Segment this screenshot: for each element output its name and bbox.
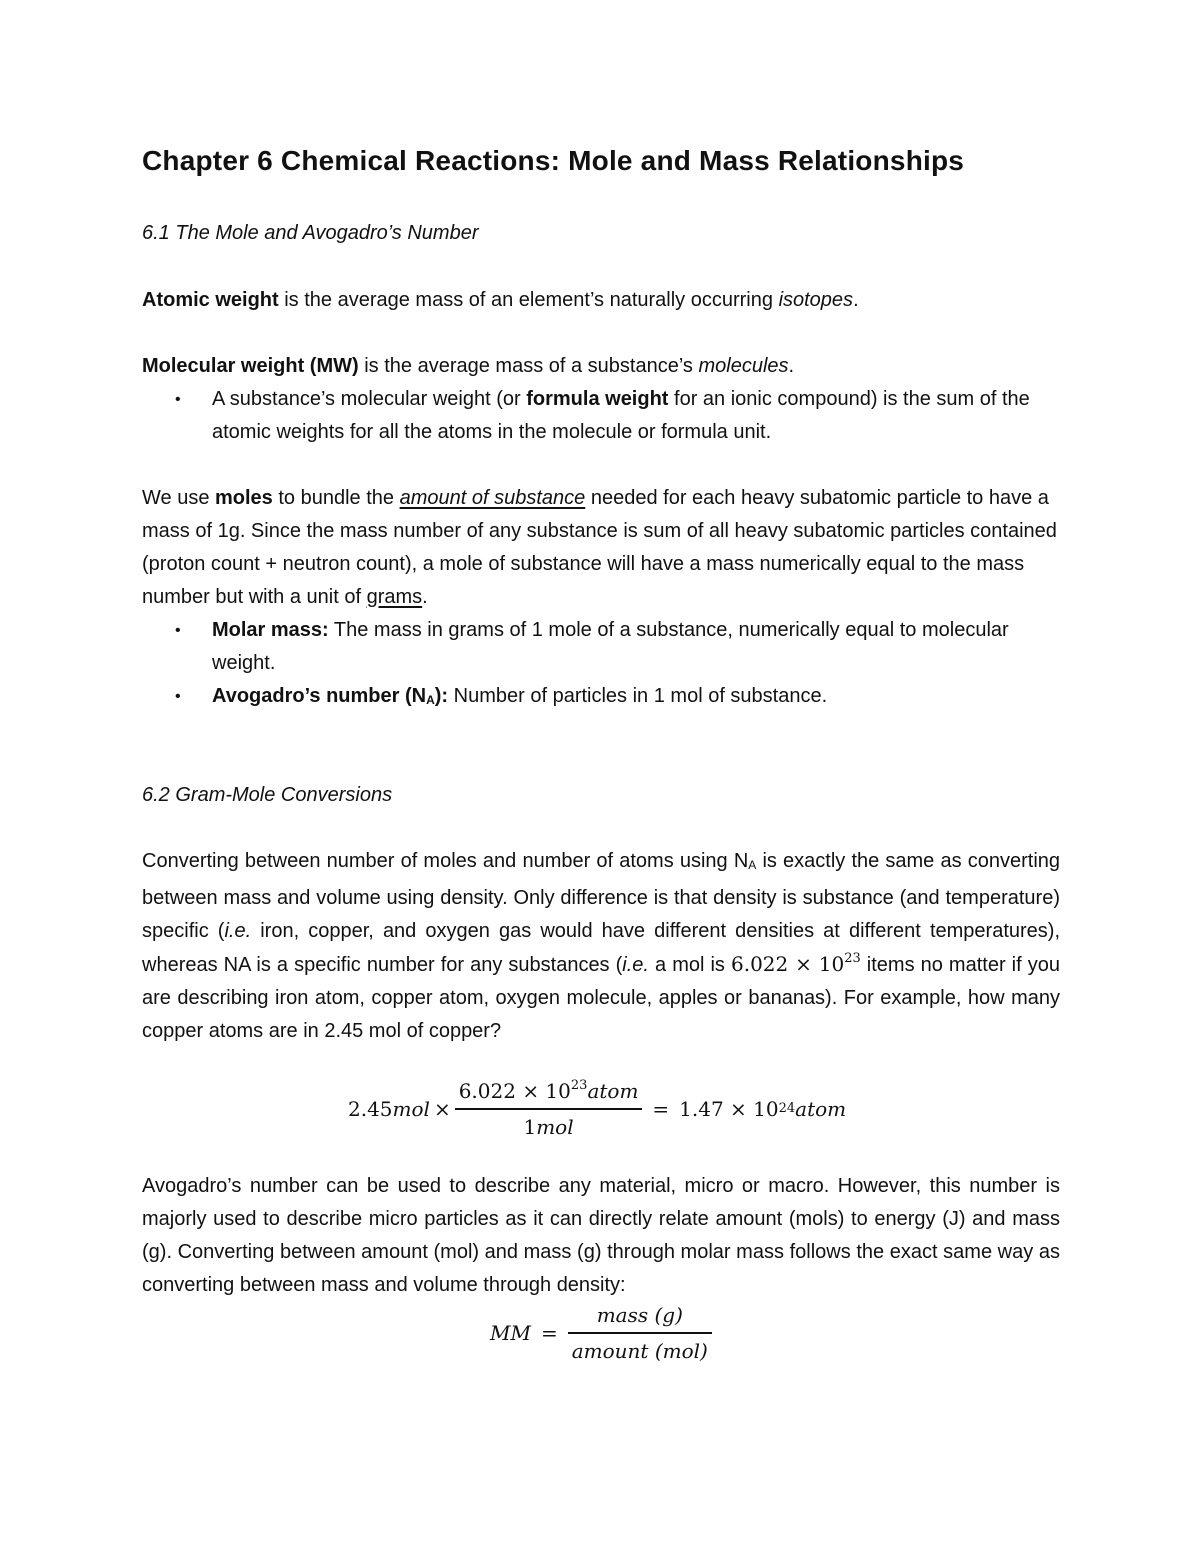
conversion-fraction: $\frac{6.022 \times 10^{23}atom}{\text{1mol}}$ [455, 1078, 643, 1140]
section-heading-6-1: 6.1 The Mole and Avogadro’s Number [142, 222, 479, 244]
moles-block [142, 482, 1060, 717]
isotopes-term: isotopes [778, 289, 854, 311]
moles-paragraph: We use moles to bundle the amount of substance needed for each heavy subatomic particle to have a mass of 1g. Since the mass number of any substance is sum of all heavy subatomic particles contained (proton count + neutron count), a mole of substance will have a mass numerically equal to the mass number but with a unit of grams. [142, 487, 1057, 608]
molar-mass-term: Molar mass: [212, 619, 329, 641]
copper-atoms-equation: 2.45 mol × $\frac{6.022 \times 10^{23}atom}{\text{1mol}}$ = 1.47 × 10 24 atom [348, 1078, 847, 1139]
molar-mass-equation: MM = $\frac{\text{mass (g)}}{\text{amount (mol)}}$ [490, 1302, 712, 1364]
avogadro-number-term: Avogadro’s number $(N_A)$: [212, 685, 449, 707]
section-heading-6-2: 6.2 Gram-Mole Conversions [142, 784, 393, 806]
bullet-icon: • [175, 688, 181, 705]
list-item: • Avogadro’s number $(N_A)$: Number of particles in 1 mol of substance. [142, 680, 1060, 717]
conversion-paragraph: Converting between number of moles and number of atoms using $N_A$ is exactly the same as converting between mass and volume using density. Only difference is that density is substance (and temperature) specific (i.e. iron, copper, and oxygen gas would have different densities at different temperatures), whereas NA is a specific number for any substances (i.e. a mol is $6.022 \times 10^{23}$ items no matter if you are describing iron atom, copper atom, oxygen molecule, apples or bananas). For example, how many copper atoms are in 2.45 mol of copper? [142, 850, 1061, 1042]
bullet-icon: • [175, 391, 181, 408]
molecular-weight-bullets [142, 383, 1060, 449]
mole-bullets [142, 614, 1060, 717]
molecules-term: molecules [698, 355, 789, 377]
moles-term: moles [215, 487, 273, 509]
molar-mass-fraction: $\frac{\text{mass (g)}}{\text{amount (mol)}}$ [568, 1302, 712, 1364]
bullet-icon: • [175, 622, 181, 639]
avogadro-value: $6.022 \times 10^{23}$ [731, 951, 861, 976]
formula-weight-term: formula weight [526, 388, 669, 410]
atomic-weight-definition: Atomic weight is the average mass of an element’s naturally occurring isotopes. [142, 289, 859, 311]
amount-of-substance-term: amount of substance [399, 487, 586, 509]
atomic-weight-term: Atomic weight [142, 289, 279, 311]
avogadro-usage-paragraph: Avogadro’s number can be used to describe any material, micro or macro. However, this number is majorly used to describe micro particles as it can directly relate amount (mols) to energy (J) and mass (g). Converting between amount (mol) and mass (g) through molar mass follows the exact same way as converting between mass and volume through density: [142, 1175, 1060, 1296]
molecular-weight-term: Molecular weight (MW) [142, 355, 359, 377]
list-item: • A substance’s molecular weight (or formula weight for an ionic compound) is the sum of the atomic weights for all the atoms in the molecule or formula unit. [142, 383, 1060, 449]
list-item: • Molar mass: The mass in grams of 1 mole of a substance, numerically equal to molecular weight. [142, 614, 1060, 680]
molecular-weight-block: Molecular weight (MW) is the average mass of a substance’s molecules. • A substance’s molecular weight (or formula weight for an ionic compound) is the sum of the atomic weights for all the atoms in the molecule or formula unit. [142, 350, 1060, 449]
chapter-title: Chapter 6 Chemical Reactions: Mole and Mass Relationships [142, 145, 965, 176]
grams-term: grams [366, 586, 423, 608]
